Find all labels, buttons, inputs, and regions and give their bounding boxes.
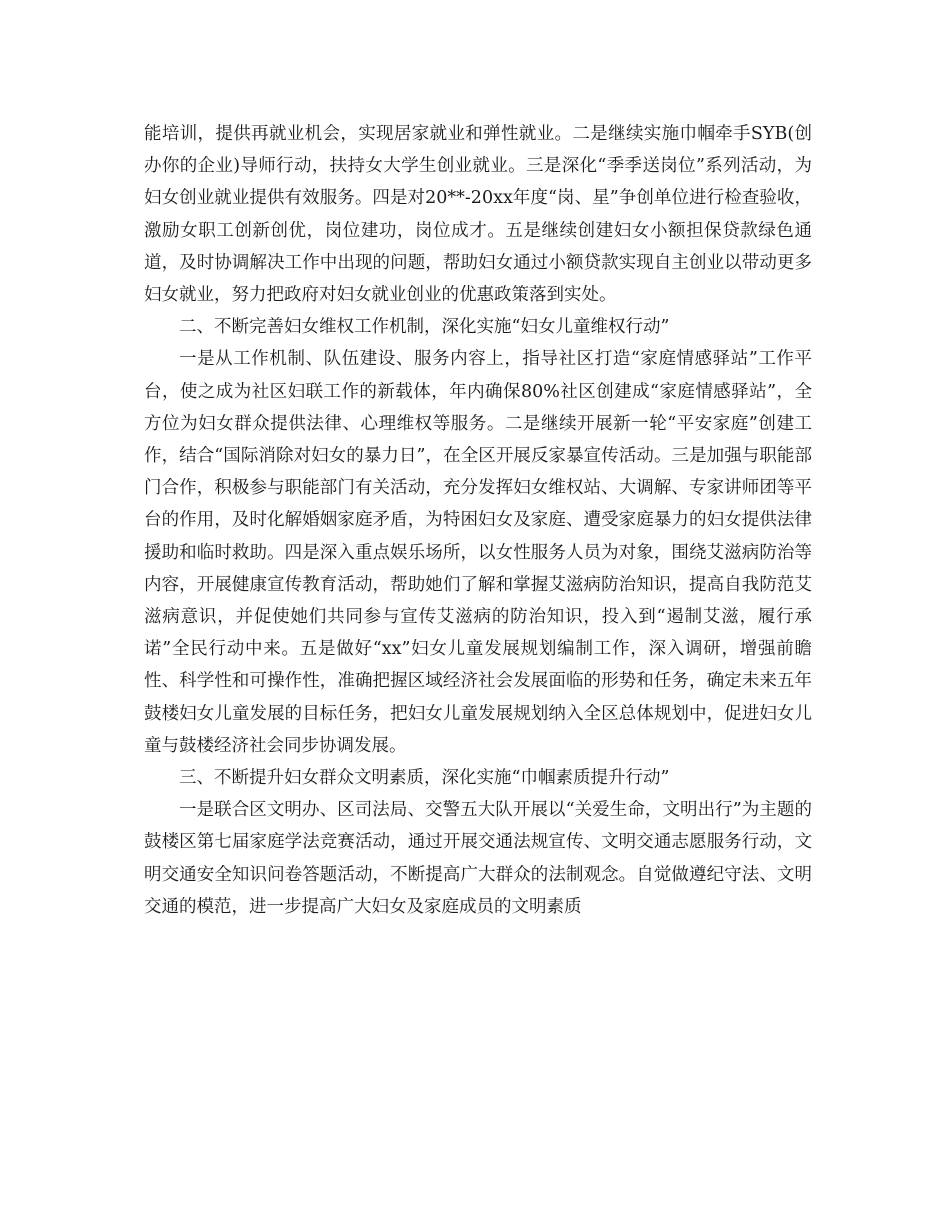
paragraph-continuation: 能培训，提供再就业机会，实现居家就业和弹性就业。二是继续实施巾帼牵手SYB(创办你的企业)导师行动，扶持女大学生创业就业。三是深化“季季送岗位”系列活动，为妇女创业就业提供有效服务。四是对20**-20xx年度“岗、星”争创单位进行检查验收，激励女职工创新创优，岗位建功，岗位成才。五是继续创建妇女小额担保贷款绿色通道，及时协调解决工作中出现的问题，帮助妇女通过小额贷款实现自主创业以带动更多妇女就业，努力把政府对妇女就业创业的优惠政策落到实处。 bbox=[144, 124, 812, 306]
paragraph-section-2: 一是从工作机制、队伍建设、服务内容上，指导社区打造“家庭情感驿站”工作平台，使之成为社区妇联工作的新载体，年内确保80%社区创建成“家庭情感驿站”，全方位为妇女群众提供法律、心理维权等服务。二是继续开展新一轮“平安家庭”创建工作，结合“国际消除对妇女的暴力日”，在全区开展反家暴宣传活动。三是加强与职能部门合作，积极参与职能部门有关活动，充分发挥妇女维权站、大调解、专家讲师团等平台的作用，及时化解婚姻家庭矛盾，为特困妇女及家庭、遭受家庭暴力的妇女提供法律援助和临时救助。四是深入重点娱乐场所，以女性服务人员为对象，围绕艾滋病防治等内容，开展健康宣传教育活动，帮助她们了解和掌握艾滋病防治知识，提高自我防范艾滋病意识，并促使她们共同参与宣传艾滋病的防治知识，投入到“遏制艾滋，履行承诺”全民行动中来。五是做好“xx”妇女儿童发展规划编制工作，深入调研，增强前瞻性、科学性和可操作性，准确把握区域经济社会发展面临的形势和任务，确定未来五年鼓楼妇女儿童发展的目标任务，把妇女儿童发展规划纳入全区总体规划中，促进妇女儿童与鼓楼经济社会同步协调发展。 bbox=[144, 349, 812, 756]
document-body bbox=[144, 118, 812, 923]
section-heading-2: 二、不断完善妇女维权工作机制，深化实施“妇女儿童维权行动” bbox=[179, 317, 670, 338]
paragraph-section-3: 一是联合区文明办、区司法局、交警五大队开展以“关爱生命，文明出行”为主题的鼓楼区第七届家庭学法竞赛活动，通过开展交通法规宣传、文明交通志愿服务行动，文明交通安全知识问卷答题活动，不断提高广大群众的法制观念。自觉做遵纪守法、文明交通的模范，进一步提高广大妇女及家庭成员的文明素质 bbox=[144, 800, 812, 917]
section-heading-3: 三、不断提升妇女群众文明素质，深化实施“巾帼素质提升行动” bbox=[179, 768, 670, 789]
